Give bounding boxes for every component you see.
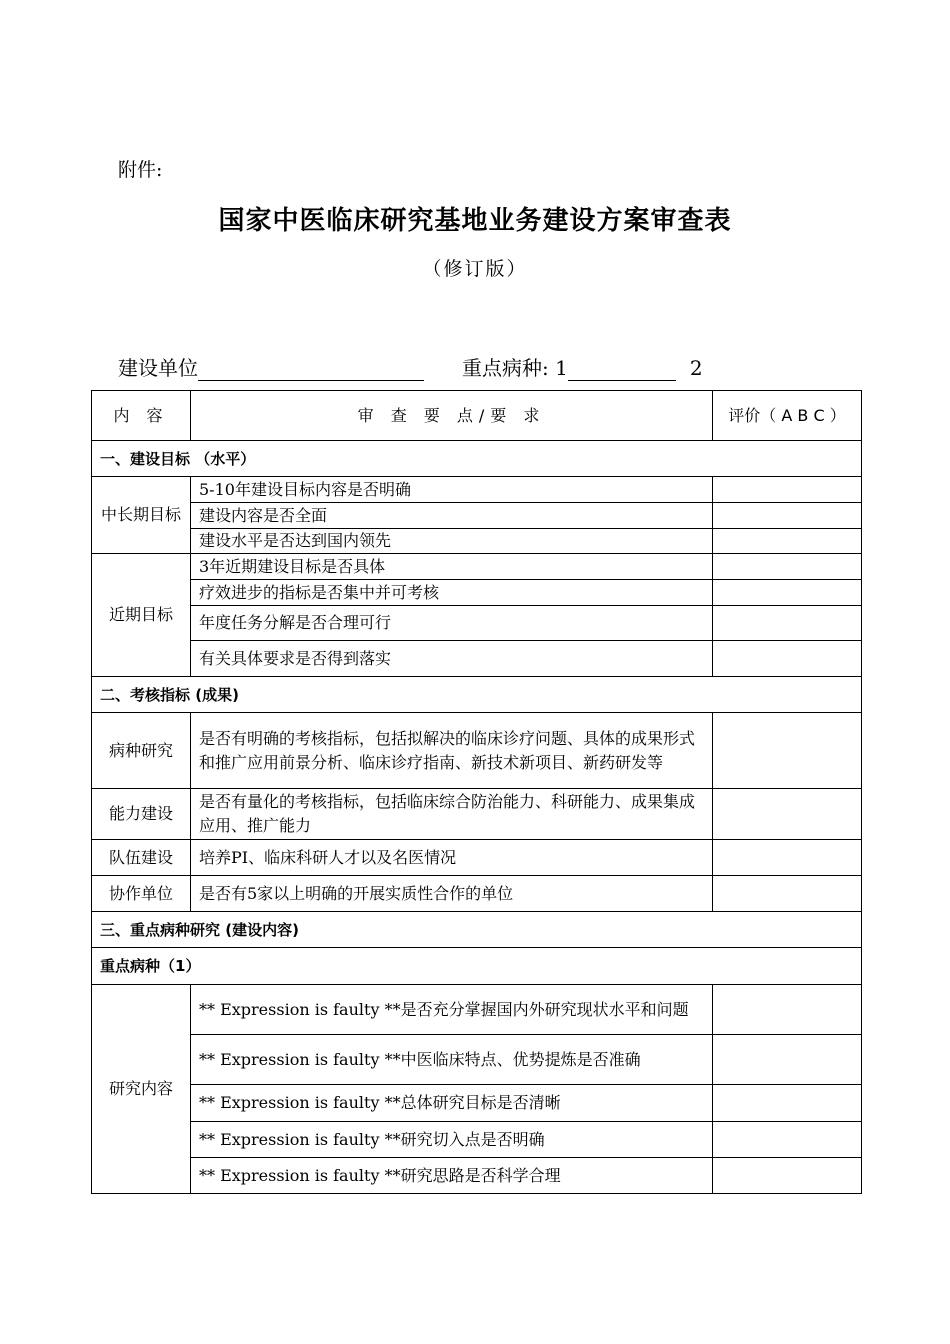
unit-label: 建设单位 [118, 356, 198, 380]
evaluation-cell[interactable] [713, 840, 862, 876]
review-point: ** Expression is faulty **是否充分掌握国内外研究现状水平和问题 [191, 985, 713, 1035]
disease-label: 重点病种: 1 [462, 356, 568, 380]
evaluation-cell[interactable] [713, 606, 862, 641]
section-title: 一、建设目标 （水平） [92, 441, 862, 477]
row-label: 病种研究 [92, 713, 191, 789]
review-table [91, 390, 862, 1194]
table-row [92, 876, 862, 912]
unit-blank [198, 358, 424, 381]
unit-line [118, 352, 703, 381]
table-row [92, 529, 862, 554]
table-header-row [92, 391, 862, 441]
table-row [92, 477, 862, 503]
review-point: ** Expression is faulty **总体研究目标是否清晰 [191, 1085, 713, 1122]
table-row [92, 985, 862, 1035]
review-point: 是否有明确的考核指标，包括拟解决的临床诊疗问题、具体的成果形式和推广应用前景分析、临床诊疗指南、新技术新项目、新药研发等 [191, 713, 713, 789]
review-point: 培养PI、临床科研人才以及名医情况 [191, 840, 713, 876]
review-point: ** Expression is faulty **研究切入点是否明确 [191, 1122, 713, 1158]
group-label: 研究内容 [92, 985, 191, 1194]
table-row [92, 606, 862, 641]
table-row [92, 1035, 862, 1085]
review-point: 是否有量化的考核指标，包括临床综合防治能力、科研能力、成果集成应用、推广能力 [191, 789, 713, 840]
header-evaluation: 评价（ A B C ） [713, 391, 862, 441]
table-row [92, 789, 862, 840]
header-points: 审 查 要 点/要 求 [191, 391, 713, 441]
review-point: 建设内容是否全面 [191, 503, 713, 529]
evaluation-cell[interactable] [713, 713, 862, 789]
disease-one-blank [568, 358, 676, 381]
group-label: 中长期目标 [92, 477, 191, 554]
table-row [92, 1158, 862, 1194]
table-row [92, 554, 862, 580]
document-subtitle: （修订版） [422, 258, 528, 280]
evaluation-cell[interactable] [713, 1035, 862, 1085]
section-title: 三、重点病种研究 (建设内容) [92, 912, 862, 948]
evaluation-cell[interactable] [713, 554, 862, 580]
table-row [92, 1085, 862, 1122]
review-point: 疗效进步的指标是否集中并可考核 [191, 580, 713, 606]
section-title: 二、考核指标 (成果) [92, 677, 862, 713]
evaluation-cell[interactable] [713, 477, 862, 503]
row-label: 协作单位 [92, 876, 191, 912]
header-content: 内 容 [92, 391, 191, 441]
review-point: 3年近期建设目标是否具体 [191, 554, 713, 580]
subsection-title: 重点病种（1） [92, 948, 862, 985]
table-row [92, 503, 862, 529]
evaluation-cell[interactable] [713, 789, 862, 840]
evaluation-cell[interactable] [713, 503, 862, 529]
review-point: 有关具体要求是否得到落实 [191, 641, 713, 677]
evaluation-cell[interactable] [713, 641, 862, 677]
section-row [92, 912, 862, 948]
evaluation-cell[interactable] [713, 580, 862, 606]
group-label: 近期目标 [92, 554, 191, 677]
evaluation-cell[interactable] [713, 529, 862, 554]
evaluation-cell[interactable] [713, 985, 862, 1035]
review-point: 5-10年建设目标内容是否明确 [191, 477, 713, 503]
table-row [92, 713, 862, 789]
table-row [92, 840, 862, 876]
disease-two-label: 2 [689, 356, 703, 380]
review-point: 建设水平是否达到国内领先 [191, 529, 713, 554]
section-row [92, 677, 862, 713]
document-title: 国家中医临床研究基地业务建设方案审查表 [218, 206, 732, 236]
row-label: 能力建设 [92, 789, 191, 840]
review-point: 是否有5家以上明确的开展实质性合作的单位 [191, 876, 713, 912]
evaluation-cell[interactable] [713, 1158, 862, 1194]
review-point: ** Expression is faulty **中医临床特点、优势提炼是否准确 [191, 1035, 713, 1085]
row-label: 队伍建设 [92, 840, 191, 876]
table-row [92, 641, 862, 677]
review-point: 年度任务分解是否合理可行 [191, 606, 713, 641]
evaluation-cell[interactable] [713, 1122, 862, 1158]
table-row [92, 580, 862, 606]
evaluation-cell[interactable] [713, 1085, 862, 1122]
section-row [92, 441, 862, 477]
review-point: ** Expression is faulty **研究思路是否科学合理 [191, 1158, 713, 1194]
evaluation-cell[interactable] [713, 876, 862, 912]
table-row [92, 1122, 862, 1158]
subsection-row [92, 948, 862, 985]
attachment-label: 附件: [118, 159, 163, 181]
